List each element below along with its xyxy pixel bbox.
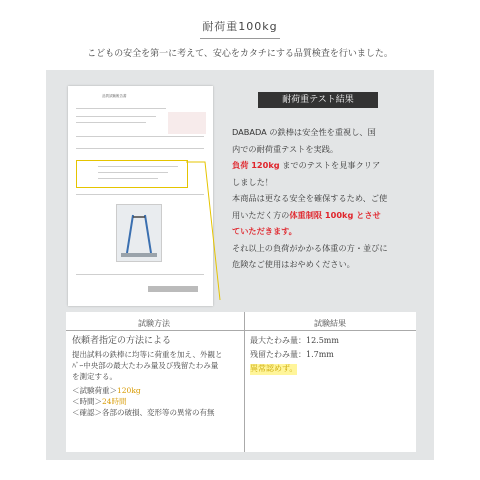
load-highlight: 負荷 120kg bbox=[232, 160, 280, 170]
result-description bbox=[232, 124, 427, 273]
time-value: 24時間 bbox=[102, 397, 127, 406]
result-residual-deflection: 残留たわみ量：1.7mm bbox=[250, 350, 334, 359]
desc-line: 本商品は更なる安全を確保するため、ご使 bbox=[232, 193, 388, 203]
doc-line bbox=[76, 194, 204, 195]
method-header: 試験方法 bbox=[138, 319, 170, 328]
intro-text: こどもの安全を第一に考えて、安心をカタチにする品質検査を行いました。 bbox=[87, 49, 393, 59]
method-line: を測定する。 bbox=[72, 372, 117, 381]
doc-highlight-box bbox=[76, 160, 188, 188]
method-intro: 依頼者指定の方法による bbox=[72, 336, 172, 346]
condition-time: ＜時間＞24時間 bbox=[72, 397, 127, 406]
desc-line: 内での耐荷重テストを実践。 bbox=[232, 143, 339, 154]
doc-line bbox=[76, 274, 204, 275]
result-max-deflection: 最大たわみ量：12.5mm bbox=[250, 336, 339, 345]
test-report-document bbox=[68, 86, 213, 306]
result-header: 試験結果 bbox=[314, 319, 346, 328]
desc-line: 危険なご使用はおやめください。 bbox=[232, 259, 355, 269]
doc-line bbox=[98, 166, 178, 167]
doc-line bbox=[98, 178, 158, 179]
method-line: ﾊﾞｰ中央部の最大たわみ量及び残留たわみ量 bbox=[72, 361, 219, 370]
barcode bbox=[148, 286, 198, 292]
doc-line bbox=[76, 122, 146, 123]
doc-line bbox=[76, 136, 204, 137]
desc-line: 負荷 120kg までのテストを見事クリア bbox=[232, 160, 381, 170]
desc-line: ていただきます。 bbox=[232, 226, 297, 236]
condition-check: ＜確認＞各部の破損、変形等の異常の有無 bbox=[72, 408, 215, 417]
report-doc-title: 品質試験報告書 bbox=[102, 94, 127, 98]
result-heading: 耐荷重テスト結果 bbox=[258, 92, 378, 108]
doc-line bbox=[76, 108, 166, 109]
weight-limit-highlight: 体重制限 100kg とさせ bbox=[289, 209, 381, 220]
redacted-area bbox=[168, 112, 206, 134]
page-title: 耐荷重100kg bbox=[202, 20, 278, 33]
desc-line: しました！ bbox=[232, 176, 273, 187]
table-divider bbox=[66, 330, 416, 331]
doc-line bbox=[76, 116, 156, 117]
desc-line: それ以上の負荷がかかる体重の方・並びに bbox=[232, 242, 388, 253]
desc-line: 用いただく方の体重制限 100kg とさせ bbox=[232, 209, 381, 220]
test-table bbox=[66, 312, 416, 452]
load-value: 120kg bbox=[117, 386, 141, 395]
doc-line bbox=[98, 172, 168, 173]
doc-line bbox=[76, 148, 204, 149]
condition-load: ＜試験荷重＞120kg bbox=[72, 386, 141, 395]
desc-line: DABADA の鉄棒は安全性を重視し、国 bbox=[232, 127, 376, 137]
result-no-abnormality: 異常認めず。 bbox=[250, 364, 298, 373]
table-divider bbox=[244, 312, 245, 452]
method-line: 提出試料の鉄棒に均等に荷重を加え、外観と bbox=[72, 350, 223, 359]
test-photo bbox=[116, 204, 162, 262]
title-underline bbox=[200, 38, 280, 39]
